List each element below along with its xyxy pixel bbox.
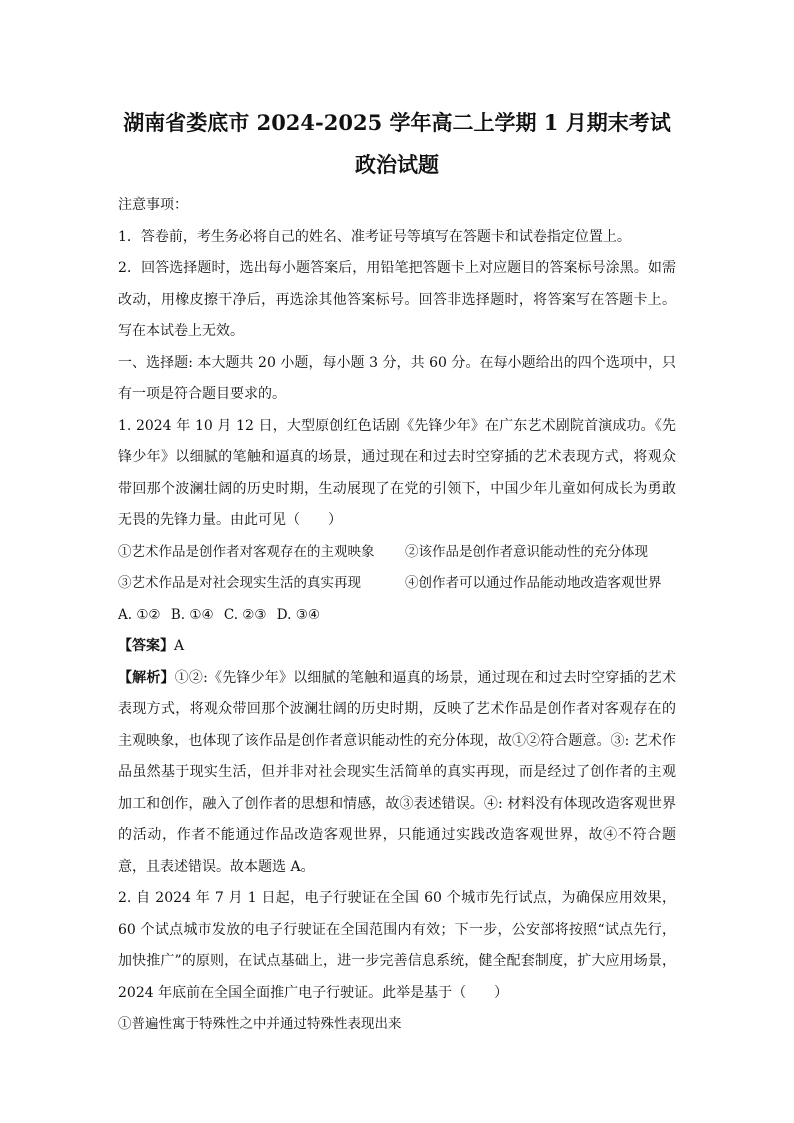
analysis-label: 【解析】: [118, 669, 175, 686]
question-1-options-row-2: [118, 568, 676, 600]
question-1-answer: [118, 631, 676, 663]
question-1-choices: [118, 600, 676, 632]
choice-a: A. ①②: [118, 606, 161, 623]
question-1-option-2: ②该作品是创作者意识能动性的充分体现: [405, 543, 648, 560]
exam-subject: 政治试题: [355, 152, 439, 177]
choice-d: D. ③④: [276, 606, 320, 623]
section-heading: 一、选择题: 本大题共 20 小题，每小题 3 分，共 60 分。在每小题给出的四个选项中，只有一项是符合题目要求的。: [118, 354, 676, 402]
note-item-2: 2．回答选择题时，选出每小题答案后，用铅笔把答题卡上对应题目的答案标号涂黑。如需改动，用橡皮擦干净后，再选涂其他答案标号。回答非选择题时，将答案写在答题卡上。写在本试卷上无效。: [118, 260, 676, 339]
choice-b: B. ①④: [170, 606, 214, 623]
notes-heading: 注意事项：: [118, 197, 188, 213]
question-1-option-4: ④创作者可以通过作品能动地改造客观世界: [405, 575, 662, 591]
question-1-stem: 1. 2024 年 10 月 12 日，大型原创红色话剧《先锋少年》在广东艺术剧院首演成功。《先锋少年》以细腻的笔触和逼真的场景，通过现在和过去时空穿插的艺术表现方式，将观众带回那个波澜壮阔的历史时期，生动展现了在党的引领下，中国少年儿童如何成长为勇敢无畏的先锋力量。由此可见（ ）: [118, 417, 676, 528]
question-2-stem: 2. 自 2024 年 7 月 1 日起，电子行驶证在全国 60 个城市先行试点，为确保应用效果，60 个试点城市发放的电子行驶证在全国范围内有效；下一步，公安部将按照“试点先行，加快推广”的原则，在试点基础上，进一步完善信息系统，健全配套制度，扩大应用场景，2024 年底前在全国全面推广电子行驶证。此举是基于（ ）: [118, 890, 676, 1001]
choice-c: C. ②③: [223, 606, 267, 623]
answer-value: A: [174, 638, 185, 654]
question-1-option-1: ①艺术作品是创作者对客观存在的主观映象: [118, 543, 375, 560]
question-1-analysis: [118, 663, 676, 884]
question-1-options-row-1: [118, 537, 676, 569]
question-1-option-3: ③艺术作品是对社会现实生活的真实再现: [118, 575, 361, 591]
exam-title: 湖南省娄底市 2024-2025 学年高二上学期 1 月期末考试: [123, 110, 671, 135]
answer-label: 【答案】: [118, 638, 174, 654]
note-item-1: 1．答卷前，考生务必将自己的姓名、准考证号等填写在答题卡和试卷指定位置上。: [118, 228, 631, 245]
question-2-options-row-1: [118, 1009, 676, 1041]
analysis-text: ①②:《先锋少年》以细腻的笔触和逼真的场景，通过现在和过去时空穿插的艺术表现方式，将观众带回那个波澜壮阔的历史时期，反映了艺术作品是创作者对客观存在的主观映象，也体现了该作品是创作者意识能动性的充分体现，故①②符合题意。③: 艺术作品虽然基于现实生活，但并非对社会现实生活简单的真实再现，而是经过了创作者的主观加工和创作，融入了创作者的思想和情感，故③表述错误。④: 材料没有体现改造客观世界的活动，作者不能通过作品改造客观世界，只能通过实践改造客观世界，故④不符合题意，且表述错误。故本题选 A。: [118, 669, 676, 875]
question-2-option-1: ①普遍性寓于特殊性之中并通过特殊性表现出来: [118, 1016, 402, 1032]
